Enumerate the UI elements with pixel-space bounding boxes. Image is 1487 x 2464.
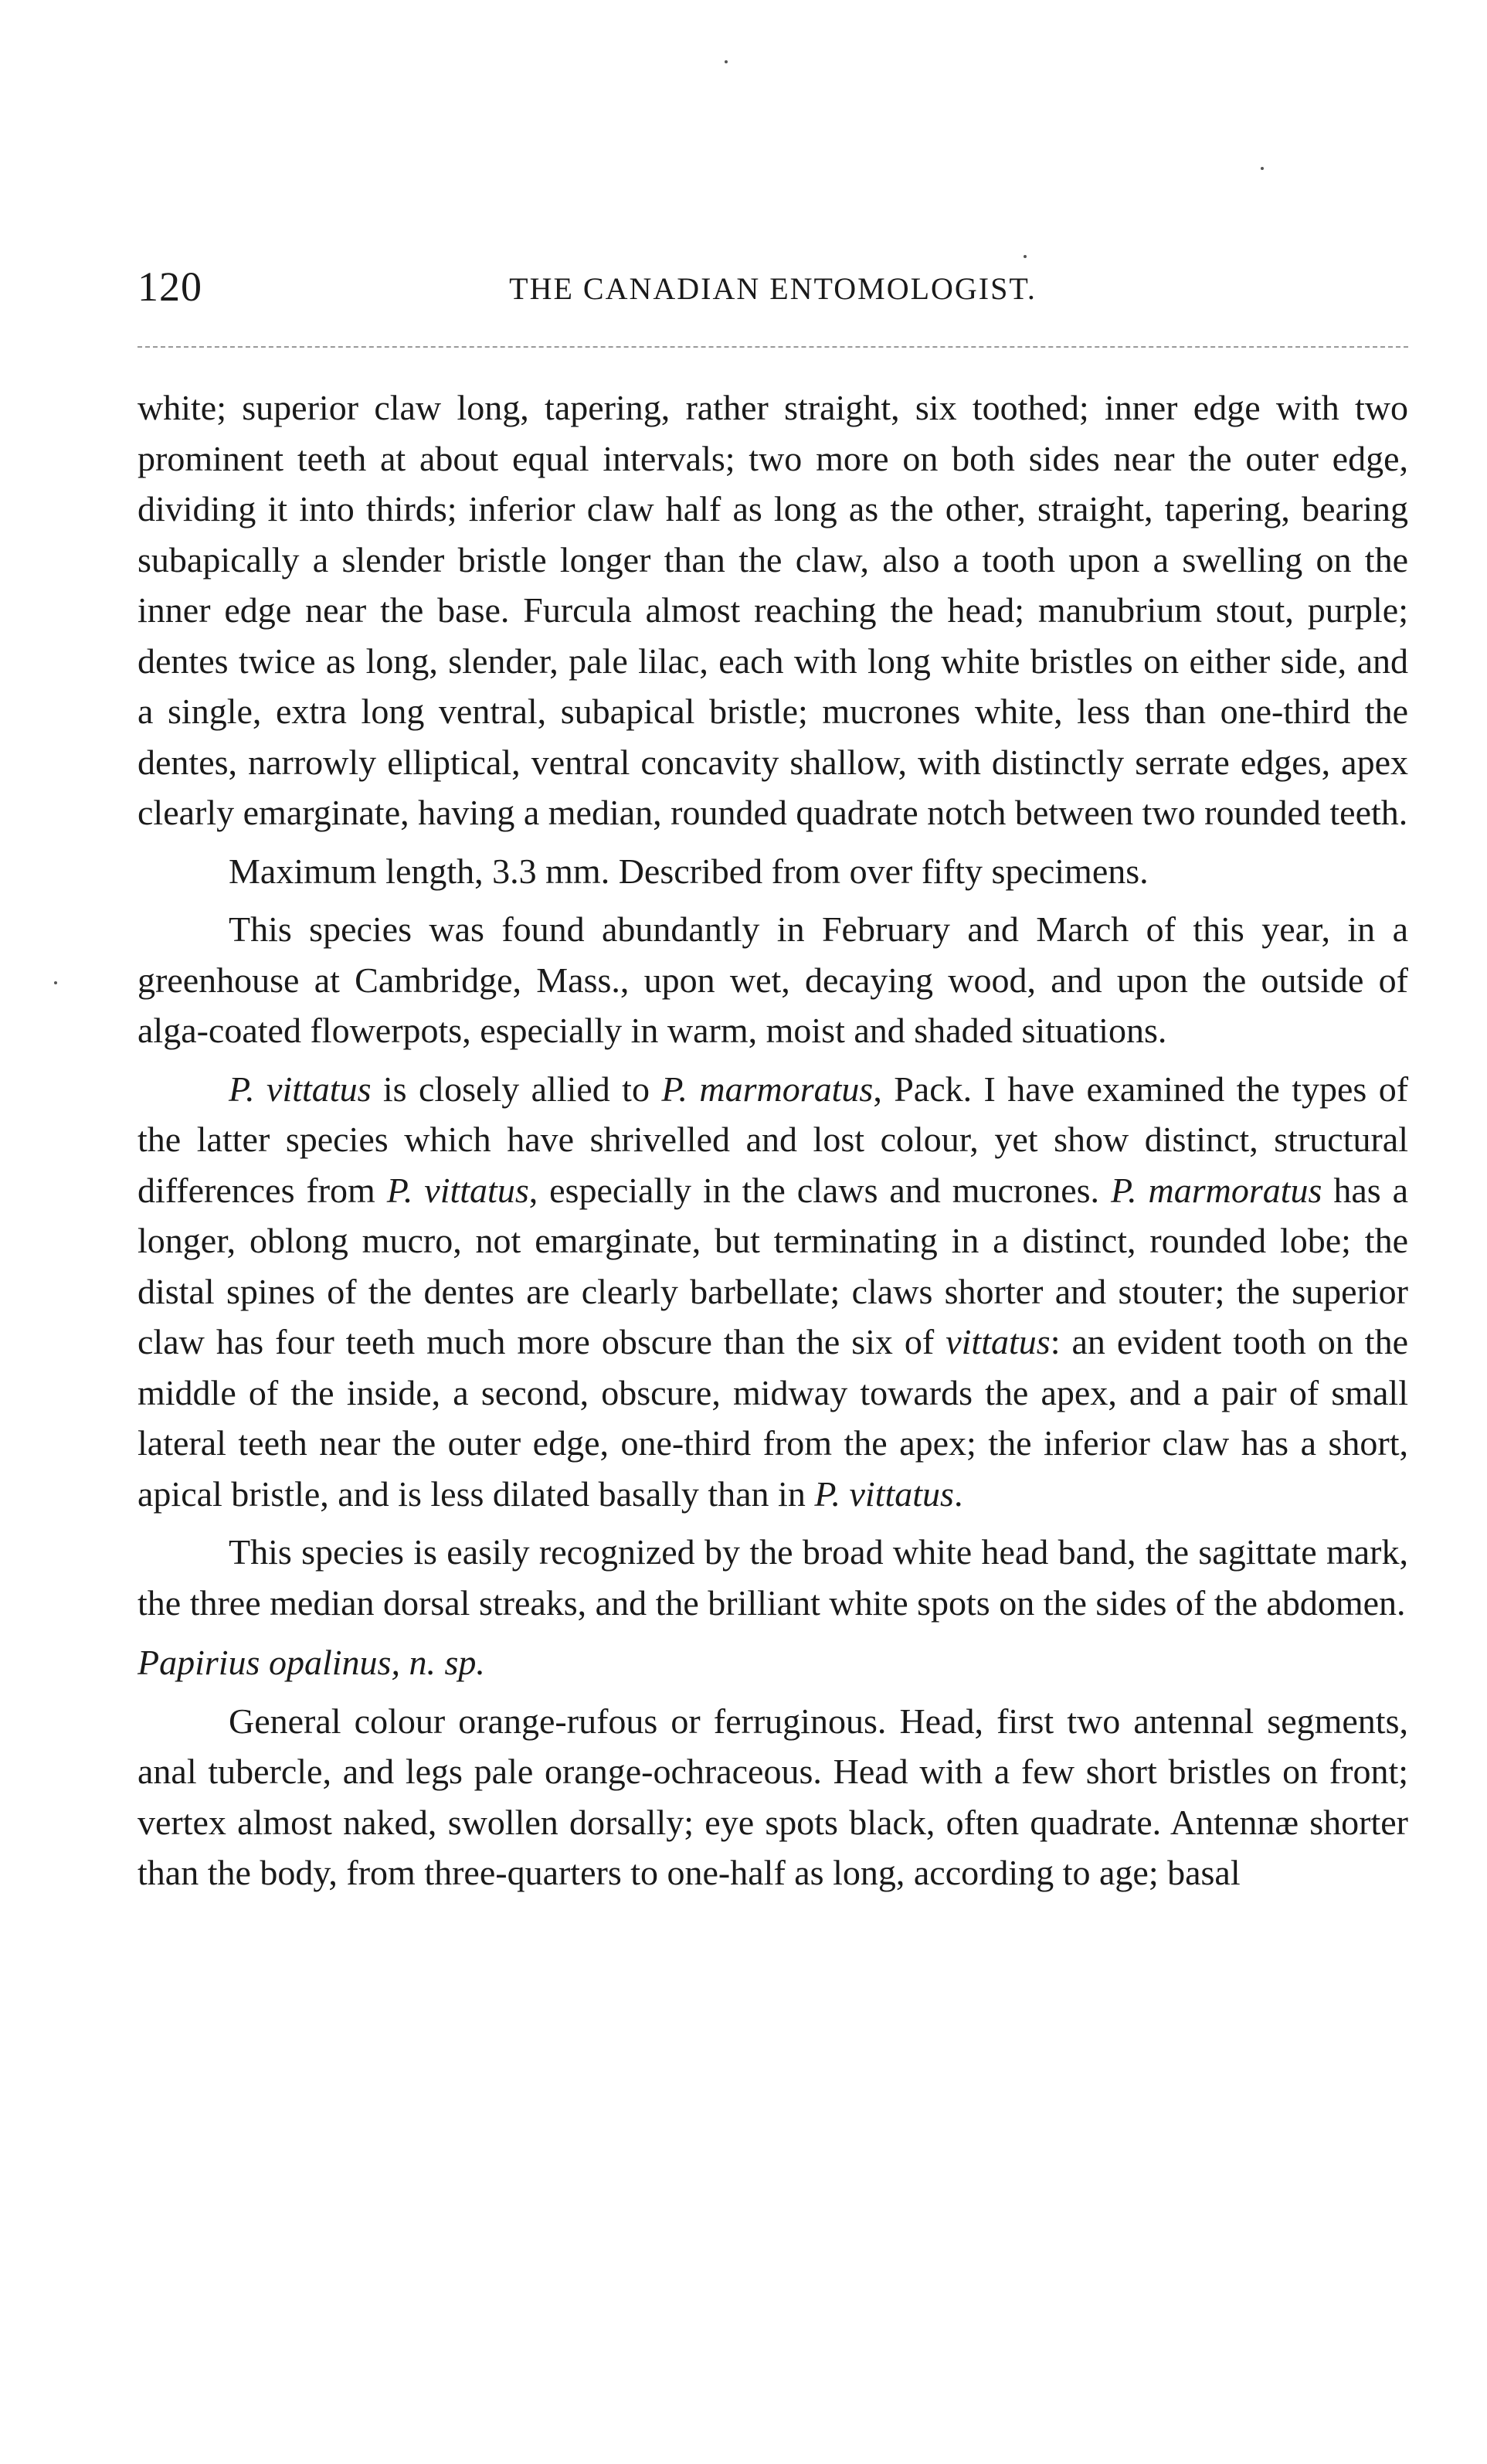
- italic-taxon-name: P. marmoratus: [661, 1069, 874, 1109]
- paragraph-general-colour: General colour orange-rufous or ferruginous. Head, first two antennal segments, anal tubercle, and legs pale orange-ochraceous. Head with a few short bristles on front; vertex almost naked, swollen dorsally; eye spots black, often quadrate. Antennæ shorter than the body, from three-quarters to one-half as long, according to age; basal: [137, 1701, 1408, 1892]
- body-text: [137, 382, 1408, 1906]
- print-speck: [1261, 167, 1264, 170]
- italic-taxon-name: P. vittatus: [229, 1069, 372, 1109]
- italic-taxon-name: P. vittatus: [386, 1170, 529, 1210]
- paragraph-claw-description: white; superior claw long, tapering, rather straight, six toothed; inner edge with two prominent teeth at about equal intervals; two more on both sides near the outer edge, dividing it into thirds; inferior claw half as long as the other, straight, tapering, bearing subapically a slender bristle longer than the claw, also a tooth upon a swelling on the inner edge near the base. Furcula almost reaching the head; manubrium stout, purple; dentes twice as long, slender, pale lilac, each with long white bristles on either side, and a single, extra long ventral, subapical bristle; mucrones white, less than one-third the dentes, narrowly elliptical, ventral concavity shallow, with distinctly serrate edges, apex clearly emarginate, having a median, rounded quadrate notch between two rounded teeth.: [137, 388, 1408, 832]
- print-speck: [1024, 255, 1027, 258]
- text-run: is closely allied to: [371, 1069, 662, 1109]
- italic-taxon-name: P. vittatus: [814, 1473, 954, 1514]
- running-title: THE CANADIAN ENTOMOLOGIST.: [509, 271, 1037, 306]
- text-run: , n. sp.: [391, 1643, 485, 1682]
- paragraph-recognition: This species is easily recognized by the broad white head band, the sagittate mark, the three median dorsal streaks, and the brilliant white spots on the sides of the abdomen.: [137, 1532, 1408, 1623]
- text-run: .: [953, 1473, 963, 1514]
- species-heading: [137, 1637, 1408, 1688]
- print-speck: [54, 981, 57, 984]
- page-header: [137, 263, 1408, 325]
- italic-taxon-name: vittatus: [946, 1322, 1051, 1361]
- header-rule: [137, 346, 1408, 348]
- paragraph-measurements: Maximum length, 3.3 mm. Described from over fifty specimens.: [229, 851, 1149, 891]
- text-run: , especially in the claws and mucrones.: [528, 1170, 1111, 1210]
- text-run: : an evident tooth on the middle of the inside, a second, obscure, midway towards the apex, and a pair of small lateral teeth near the outer edge, one-third from the apex; the inferior claw has a short, apical bristle, and is less dilated basally than in: [137, 1322, 1408, 1514]
- text-run: , Pack. I have examined the types of the latter species which have shrivelled and lost colour, yet show distinct, structural differences from: [137, 1069, 1409, 1210]
- paragraph-habitat: This species was found abundantly in February and March of this year, in a greenhouse at Cambridge, Mass., upon wet, decaying wood, and upon the outside of alga-coated flowerpots, especially in warm, moist and shaded situations.: [137, 909, 1408, 1050]
- print-speck: [725, 60, 728, 63]
- italic-taxon-name: P. marmoratus: [1110, 1170, 1322, 1210]
- text-run: has a longer, oblong mucro, not emarginate, but terminating in a distinct, rounded lobe; the distal spines of the dentes are clearly barbellate; claws shorter and stouter; the superior claw has four teeth much more obscure than the six of: [137, 1170, 1408, 1361]
- paragraph-comparison: [137, 1064, 1408, 1520]
- italic-taxon-name: Papirius opalinus: [137, 1643, 392, 1682]
- page-number: 120: [137, 263, 202, 310]
